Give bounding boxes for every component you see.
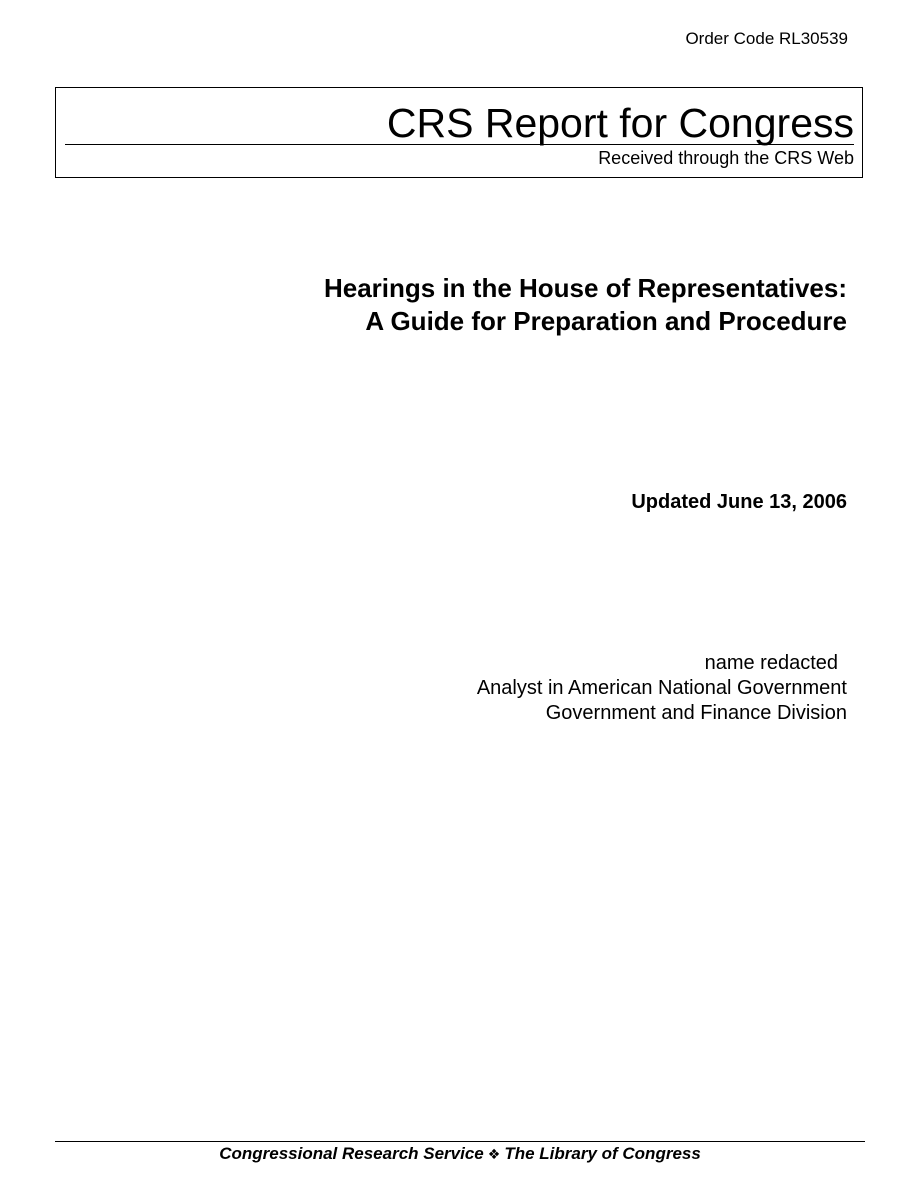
report-title-line: A Guide for Preparation and Procedure	[365, 306, 847, 336]
footer-publisher: Congressional Research Service	[219, 1144, 484, 1163]
header-title: CRS Report for Congress	[386, 100, 854, 146]
footer	[0, 1143, 920, 1166]
author-division: Government and Finance Division	[545, 702, 847, 724]
report-title-line: Hearings in the House of Representatives:	[323, 273, 847, 303]
footer-divider	[55, 1141, 865, 1142]
updated-date: Updated June 13, 2006	[631, 491, 847, 513]
header-subtitle: Received through the CRS Web	[598, 148, 854, 168]
author-position: Analyst in American National Government	[476, 677, 847, 699]
author-block	[477, 651, 847, 726]
diamond-flourish-icon: ❖	[487, 1147, 501, 1163]
header-divider	[65, 144, 854, 145]
author-name: name redacted	[704, 652, 838, 674]
report-header-box	[55, 87, 863, 178]
report-title	[324, 272, 847, 338]
footer-library: The Library of Congress	[504, 1144, 701, 1163]
order-code: Order Code RL30539	[685, 29, 848, 48]
